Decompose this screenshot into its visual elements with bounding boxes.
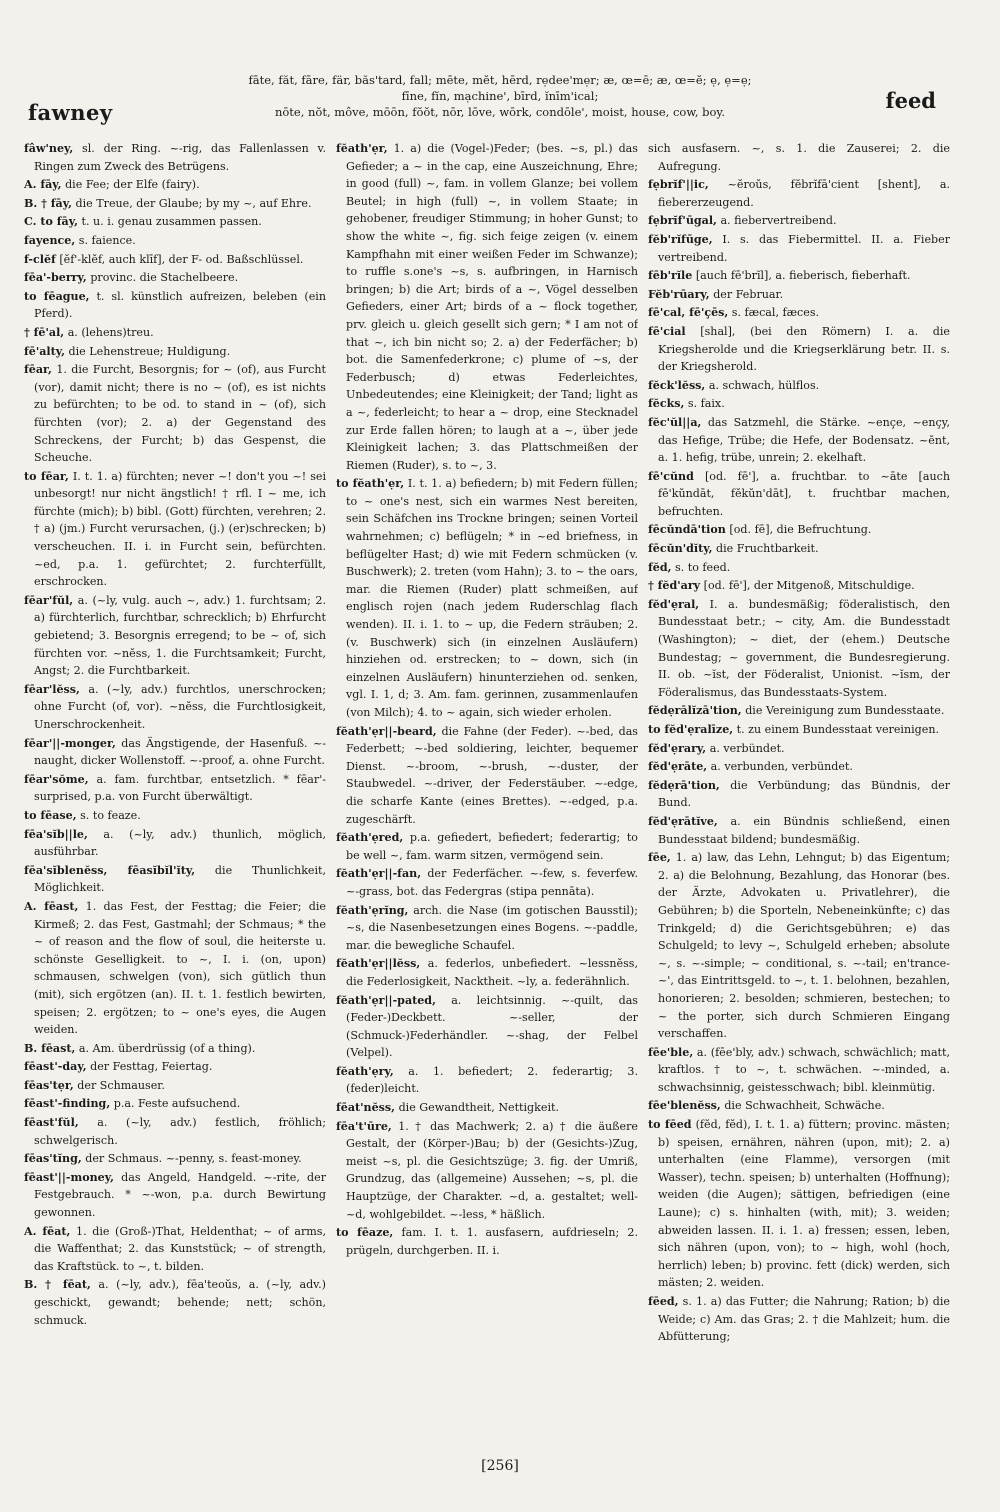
entry-headword: fĕath'ẹry, [336,1064,394,1078]
entry-definition: der Schmaus. ~-penny, s. feast-money. [85,1152,302,1166]
entry-definition: t. u. i. genau zusammen passen. [81,215,262,229]
entry-definition: t. zu einem Bundesstaat vereinigen. [736,723,939,736]
entry-headword: fēar'sŏme, [24,772,89,786]
dictionary-entry [336,1063,638,1098]
entry-definition: a. Am. überdrüssig (of a thing). [78,1041,256,1055]
dictionary-entry [336,902,638,955]
entry-headword: to fēase, [24,808,77,822]
dictionary-entry [24,681,326,734]
dictionary-entry [648,377,950,395]
dictionary-entry [648,1097,950,1115]
entry-definition: [od. fē'], der Mitgenoß, Mitschuldige. [703,579,915,593]
entry-headword: fĕd'ẹrātĭve, [648,814,718,828]
entry-headword: fĕath'ẹr, [336,142,388,155]
entry-definition: die Fee; der Elfe (fairy). [65,178,200,192]
entry-definition: das Angeld, Handgeld. ~-rite, der Festgebrauch. * ~-won, p.a. durch Bewirtung gewonnen. [34,1170,326,1220]
entry-definition: arch. die Nase (im gotischen Bausstil); ~s, die Nasenbesetzungen eines Bogens. ~-paddle, mar. die bewegliche Schaufel. [346,903,638,952]
entry-definition: s. faix. [687,397,725,411]
entry-headword: fēat'nĕss, [336,1101,396,1115]
entry-headword: C. to fāy, [24,215,78,229]
entry-headword: to fēed [648,1118,692,1132]
entry-headword: fĕath'ẹr||-beard, [336,724,437,738]
entry-definition: a. (lehens)treu. [67,325,154,339]
entry-headword: to fēar, [24,469,69,483]
entry-definition: 1. die (Groß-)That, Heldenthat; ~ of arms, die Waffenthat; 2. das Kunststück; ~ of strength, das Kraftstück. to ~, t. bilden. [34,1224,326,1273]
entry-headword: fayence, [24,233,76,247]
entry-headword: † fē'al, [24,325,65,339]
entry-definition: a. schwach, hülflos. [708,378,820,392]
dictionary-entry [648,740,950,758]
dictionary-entry [648,758,950,776]
dictionary-entry [648,777,950,812]
entry-headword: A. fēast, [24,899,79,913]
entry-headword: fĕd, [648,560,672,574]
entry-definition: a. (~ly, adv.), fēa'teoŭs, a. (~ly, adv.) geschickt, gewandt; behende; nett; schön, schmuck. [34,1278,326,1327]
dictionary-entry [24,1169,326,1222]
entry-definition: 1. a) die (Vogel-)Feder; (bes. ~s, pl.) das Gefieder; a ~ in the cap, eine Auszeichnung, Ehre; in good (full) ~, fam. in vollem Glanze; bei vollem Beutel; in high (full) ~, in vollem Staate; in gehobener, freudiger Stimmung; in hoher Gunst; to show the white ~, fig. sich feige zeigen (v. einem Kampfhahn mit einer weißen Feder im Schwanze); to ruffle s.one's ~s, s. aufbringen, in Harnisch bringen; b) die Art; birds of a ~, Vögel desselben Gefieders, einer Art; birds of a ~ flock together, prv. gleich u. gleich gesellt sich gern; * I am not of that ~, ich bin nicht so; 2. a) der Federfächer; b) bot. die Samenfederkrone; c) plume of ~s, der Federbusch; d) etwas Federleichtes, Unbedeutendes; eine Kleinigkeit; der Tand; light as a ~, federleicht; to hear a ~ drop, eine Stecknadel zur Erde fallen hören; to laugh at a ~, über jede Kleinigkeit lachen; 3. das Plattschmeißen der Riemen (Ruder), s. to ~, 3. [346,142,638,472]
entry-headword: fēe, [648,851,671,865]
entry-headword: A. fāy, [24,178,62,192]
entry-headword: to fĕd'ẹralīze, [648,723,734,736]
dictionary-entry [336,475,638,721]
dictionary-entry [336,723,638,829]
entry-definition: der Februar. [713,287,784,301]
entry-definition: I. t. 1. a) befiedern; b) mit Federn füllen; to ~ one's nest, sich ein warmes Nest bereiten, sein Schäfchen ins Trockne bringen; seinen Vorteil wahrnehmen; c) beflügeln; * in ~ed briefness, in beflügelter Hast; d) wie mit Federn schmücken (v. Buschwerk); 2. treten (vom Hahn); 3. to ~ the oars, mar. die Riemen (Ruder) platt schmeißen, auf englisch rojen (nach jedem Ruderschlag flach wenden). II. i. 1. to ~ up, die Federn sträuben; 2. (v. Buschwerk) sich (in einzelnen Ausläufern) hinziehen od. erstrecken; to ~ down, sich (in einzelnen Ausläufern) hinunterziehen od. senken, vgl. I. 1, d; 3. Am. fam. gerinnen, zusammenlaufen (von Milch); 4. to ~ again, sich wieder erholen. [346,477,638,719]
entry-definition: die Gewandtheit, Nettigkeit. [398,1101,559,1115]
entry-headword: fēa't'ūre, [336,1119,392,1133]
dictionary-entry [336,865,638,900]
entry-headword: fēar'||-monger, [24,736,116,750]
dictionary-entry [648,176,950,211]
entry-headword: fēcŭn'dĭty, [648,542,713,556]
entry-headword: fēed, [648,1295,679,1308]
dictionary-entry [336,1099,638,1117]
dictionary-entry [648,140,950,175]
dictionary-entry [336,1118,638,1224]
entry-headword: A. fēat, [24,1224,71,1238]
entry-definition: die Thunlichkeit, Möglichkeit. [34,863,326,895]
dictionary-entry [648,849,950,1043]
dictionary-entry [648,414,950,467]
entry-definition: die Lehenstreue; Huldigung. [68,344,231,358]
dictionary-entry [648,286,950,304]
dictionary-entry [648,577,950,595]
entry-headword: fēa'sĭb||le, [24,827,88,841]
dictionary-entry [24,1114,326,1149]
entry-definition: die Schwachheit, Schwäche. [724,1099,885,1113]
entry-definition: die Treue, der Glaube; by my ~, auf Ehre. [75,196,312,210]
entry-headword: B. † fēat, [24,1278,91,1292]
entry-definition: der Schmauser. [77,1078,165,1092]
entry-definition: der Federfächer. ~-few, s. feverfew. ~-grass, bot. das Federgras (stipa pennāta). [346,867,638,898]
entry-headword: fē'alty, [24,344,65,358]
dictionary-entry [648,212,950,230]
entry-definition: I. s. das Fiebermittel. II. a. Fieber vertreibend. [658,232,950,264]
entry-headword: fĕath'ẹr||-pated, [336,993,436,1007]
pronunciation-line: nōte, nŏt, môve, mōōn, fŏŏt, nōr, lōve, wōrk, condōle', moist, house, cow, boy. [274,105,726,119]
entry-definition: [auch fē'brĭl], a. fieberisch, fieberhaft. [695,269,911,283]
entry-definition: sich ausfasern. ~, s. 1. die Zauserei; 2. die Aufregung. [648,142,950,173]
dictionary-entry [24,361,326,467]
entry-headword: fēa'sĭblenĕss, fēasĭbĭl'ĭty, [24,863,196,877]
entry-headword: fẹbrĭf'||ic, [648,178,709,192]
dictionary-entry [336,992,638,1062]
entry-definition: die Verbündung; das Bündnis, der Bund. [658,778,950,810]
entry-headword: fēar'lĕss, [24,682,80,696]
dictionary-entry [24,862,326,897]
entry-definition: fam. I. t. 1. ausfasern, aufdrieseln; 2. prügeln, durchgerben. II. i. [346,1226,638,1257]
entry-headword: to fĕath'ẹr, [336,477,405,491]
entry-headword: fĕdẹrā'tion, [648,778,720,792]
dictionary-entry [648,721,950,739]
dictionary-entry [24,1223,326,1276]
entry-headword: fēast'-finding, [24,1097,111,1111]
entry-definition: 1. a) law, das Lehn, Lehngut; b) das Eigentum; 2. a) die Belohnung, Bezahlung, das Honorar (bes. der Ärzte, Advokaten u. Privatlehrer), die Gebühren; b) die Sporteln, Nebeneinkünfte; c) das Trinkgeld; d) die Gerichtsgebühren; e) das Schulgeld; to levy ~, Schulgeld erheben; absolute ~, s. ~-simple; ~ conditional, s. ~-tail; en'trance-~', das Eintrittsgeld. to ~, t. 1. belohnen, bezahlen, honorieren; 2. besolden; schmieren, bestechen; to ~ the porter, sich durch Schmieren Eingang verschaffen. [658,851,950,1041]
entry-headword: B. fēast, [24,1041,76,1055]
entry-headword: fâw'ney, [24,142,74,155]
entry-headword: fĕath'ẹr||-fan, [336,867,422,881]
entry-definition: a. (~ly, vulg. auch ~, adv.) 1. furchtsam; 2. a) fürchterlich, furchtbar, schrecklich; b) Ehrfurcht gebietend; 3. Besorgnis erregend; to be ~ of, sich fürchten vor. ~nĕss, 1. die Furchtsamkeit; Furcht, Angst; 2. die Furchtbarkeit. [34,593,326,678]
entry-headword: fēar, [24,363,52,377]
entry-headword: fēe'ble, [648,1045,694,1059]
dictionary-entry [24,807,326,825]
dictionary-entry [648,323,950,376]
entry-definition: a. fam. furchtbar, entsetzlich. * fēar'-surprised, p.a. von Furcht überwältigt. [34,772,326,804]
dictionary-entry [24,1077,326,1095]
entry-headword: B. † fāy, [24,196,72,210]
entry-headword: fēas'tĭng, [24,1152,82,1166]
entry-headword: fĕath'ẹr||lĕss, [336,957,421,971]
dictionary-entry [648,395,950,413]
entry-headword: fēa'-berry, [24,271,87,285]
entry-headword: fĕc'ŭl||a, [648,415,702,429]
entry-definition: 1. † das Machwerk; 2. a) † die äußere Gestalt, der (Körper-)Bau; b) der (Gesichts-)Zug, meist ~s, pl. die Gesichtszüge; 3. fig. der Umriß, Grundzug, das (allgemeine) Aussehen; ~s, pl. die Hauptzüge, der Charakter. ~d, a. gestaltet; well-~d, wohlgebildet. ~-less, * häßlich. [346,1119,638,1221]
dictionary-entry [24,1095,326,1113]
entry-definition: s. fæcal, fæces. [731,306,820,320]
entry-headword: fē'cal, fē'çēs, [648,306,729,320]
dictionary-entry [648,304,950,322]
columns [24,140,950,1458]
entry-headword: fĕdẹrālĭzā'tion, [648,704,742,718]
dictionary-entry [336,1224,638,1259]
entry-definition: das Satzmehl, die Stärke. ~ençe, ~ençy, das Hefige, Trübe; die Hefe, der Bodensatz. ~ĕnt, a. 1. hefig, trübe, unrein; 2. ekelhaft. [658,415,950,465]
dictionary-entry [24,1058,326,1076]
dictionary-entry [336,829,638,864]
dictionary-entry [648,813,950,848]
entry-headword: to fēague, [24,289,90,303]
entry-headword: † fĕd'ary [648,579,701,593]
entry-definition: [shal], (bei den Römern) I. a. die Kriegsherolde und die Kriegserklärung betr. II. s. der Kriegsherold. [658,324,950,374]
entry-definition: [od. fē'], a. fruchtbar. to ~āte [auch fē'kŭndāt, fĕkŭn'dāt], t. fruchtbar machen, befruchten. [658,469,950,518]
pronunciation-key [200,72,800,120]
dictionary-entry [648,1293,950,1346]
entry-headword: fēb'rĭle [648,269,693,283]
pronunciation-line: fāte, făt, fāre, fär, băs'tard, fall; mēte, mĕt, hērd, rẹdee'mẹr; æ, œ=ē; æ, œ=ĕ; ẹ, ẹ=ẹ; [248,73,752,87]
dictionary-entry [648,596,950,702]
dictionary-entry [24,898,326,1039]
dictionary-entry [24,288,326,323]
dictionary-entry [24,195,326,213]
entry-definition: der Festtag, Feiertag. [90,1060,213,1074]
guide-word-right: feed [885,88,936,113]
entry-definition: provinc. die Stachelbeere. [90,271,239,285]
dictionary-entry [336,955,638,990]
entry-headword: fĕd'ẹrāte, [648,760,708,774]
entry-definition: I. a. bundesmäßig; föderalistisch, den Bundesstaat betr.; ~ city, Am. die Bundesstadt (Washington); ~ diet, der (ehem.) Deutsche Bundestag; ~ government, die Bundesregierung. II. ob. ~ĭst, der Föderalist, Unionist. ~ĭsm, der Föderalismus, das Bundesstaats-System. [658,597,950,699]
entry-headword: fēast'fŭl, [24,1116,79,1130]
entry-headword: to fēaze, [336,1226,394,1240]
dictionary-entry [648,521,950,539]
entry-definition: 1. das Fest, der Festtag; die Feier; die Kirmeß; 2. das Fest, Gastmahl; der Schmaus; * the ~ of reason and the flow of soul, die heiterste u. schönste Geselligkeit. to ~, I. i. (on, upon) schmausen, schwelgen (von), sich gütlich thun (mit), sich ergötzen (an). II. t. 1. festlich bewirten, speisen; 2. ergötzen; to ~ one's eyes, die Augen weiden. [34,899,326,1037]
entry-headword: f-clĕf [24,252,56,266]
entry-definition: I. t. 1. a) fürchten; never ~! don't you ~! sei unbesorgt! nur nicht ängstlich! † rfl. I ~ me, ich fürchte (mich); b) bibl. (Gott) fürchten, verehren; 2. † a) (jm.) Furcht verursachen, (j.) (er)schrecken; b) verscheuchen. II. i. in Furcht sein, befürchten. ~ed, p.a. 1. gefürchtet; 2. furchterfüllt, erschrocken. [34,469,326,589]
entry-definition: s. faience. [78,233,136,247]
entry-headword: fĕd'ẹrary, [648,741,707,755]
dictionary-entry [24,771,326,806]
entry-definition: t. sl. künstlich aufreizen, beleben (ein Pferd). [34,289,326,321]
entry-definition: a. (~ly, adv.) furchtlos, unerschrocken; ohne Furcht (of, vor). ~nĕss, die Furchtlosigkeit, Unerschrockenheit. [34,682,326,731]
entry-definition: die Vereinigung zum Bundesstaate. [745,704,945,718]
entry-definition: p.a. Feste aufsuchend. [113,1097,241,1111]
entry-definition: das Ängstigende, der Hasenfuß. ~-naught, dicker Wollenstoff. ~-proof, a. ohne Furcht. [34,736,326,768]
entry-headword: fēe'blenĕss, [648,1099,721,1113]
entry-definition: ~ĕroŭs, fĕbrĭfā'cient [shent], a. fiebererzeugend. [658,178,950,209]
entry-headword: fē'cŭnd [648,469,694,483]
entry-headword: fēast'||-money, [24,1170,114,1184]
entry-definition: s. 1. a) das Futter; die Nahrung; Ration; b) die Weide; c) Am. das Gras; 2. † die Mahlzeit; hum. die Abfütterung; [658,1295,950,1344]
dictionary-entry [24,735,326,770]
entry-headword: Fĕb'rūary, [648,287,710,301]
entry-definition: (fĕd, fĕd), I. t. 1. a) füttern; provinc. mästen; b) speisen, ernähren, nähren (upon, mit); 2. a) unterhalten (eine Flamme), versorgen (mit Wasser), techn. speisen; b) unterhalten (Hoffnung); weiden (die Augen); sättigen, befriedigen (eine Laune); c) s. hinhalten (with, mit); 3. weiden; abweiden lassen. II. i. 1. a) fressen; essen, leben, sich nähren (upon, von); to ~ high, wohl (hoch, herrlich) leben; b) provinc. fett (dick) werden, sich mästen; 2. weiden. [658,1118,950,1290]
dictionary-entry [24,592,326,680]
dictionary-entry [648,231,950,266]
entry-definition: a. fiebervertreibend. [720,214,837,228]
dictionary-entry [24,232,326,250]
dictionary-entry [24,826,326,861]
entry-definition: a. (~ly, adv.) festlich, fröhlich; schwelgerisch. [34,1116,326,1147]
column-2 [336,140,638,1458]
entry-headword: fĕath'ẹrĭng, [336,903,409,917]
entry-definition: a. verbunden, verbündet. [710,760,853,774]
dictionary-entry [336,140,638,474]
dictionary-entry [24,1150,326,1168]
dictionary-entry [24,251,326,269]
dictionary-entry [24,1040,326,1058]
entry-headword: fēcŭndā'tion [648,523,726,537]
entry-definition: p.a. gefiedert, befiedert; federartig; to be well ~, fam. warm sitzen, vermögend sein. [346,831,638,862]
entry-definition: 1. die Furcht, Besorgnis; for ~ (of), aus Furcht (vor), damit nicht; there is no ~ (of), es ist nichts zu befürchten; to be od. to stand in ~ (of), sich fürchten (vor); 2. a) der Gegenstand des Schreckens, der Furcht; b) das Gespenst, die Scheuche. [34,363,326,465]
entry-headword: fĕb'rĭfūge, [648,232,713,246]
pronunciation-line: fīne, fĭn, mạchine', bīrd, ĭnīm'ical; [401,89,599,103]
entry-headword: fĕck'lĕss, [648,378,706,392]
entry-definition: die Fahne (der Feder). ~-bed, das Federbett; ~-bed soldiering, leichter, bequemer Dienst. ~-broom, ~-brush, ~-duster, der Staubwedel. ~-driver, der Federstäuber. ~-edge, die scharfe Kante (eines Brettes). ~-edged, p.a. zugeschärft. [346,724,638,826]
dictionary-entry [648,702,950,720]
entry-headword: fēas'tẹr, [24,1078,74,1092]
dictionary-entry [648,1044,950,1097]
entry-definition: a. federlos, unbefiedert. ~lessnĕss, die Federlosigkeit, Nacktheit. ~ly, a. federähnlich. [346,957,638,988]
dictionary-entry [24,468,326,591]
entry-definition: s. to feed. [674,560,731,574]
entry-definition: a. ein Bündnis schließend, einen Bundesstaat bildend; bundesmäßig. [658,814,950,846]
dictionary-entry [24,324,326,342]
entry-definition: die Fruchtbarkeit. [716,542,819,556]
entry-definition: a. (~ly, adv.) thunlich, möglich, ausführbar. [34,827,326,859]
dictionary-entry [648,468,950,521]
dictionary-entry [648,540,950,558]
entry-definition: a. (fēe'bly, adv.) schwach, schwächlich; matt, kraftlos. † to ~, t. schwächen. ~-minded, a. schwachsinnig, geistesschwach; bibl. kleinmütig. [658,1045,950,1094]
dictionary-entry [24,1276,326,1329]
entry-definition: s. to feaze. [80,808,141,822]
column-3 [648,140,950,1458]
entry-headword: fēast'-day, [24,1060,87,1074]
entry-headword: fẹbrĭf'ūgal, [648,214,717,228]
entry-definition: a. 1. befiedert; 2. federartig; 3. (feder)leicht. [346,1064,638,1096]
dictionary-entry [24,269,326,287]
entry-definition: a. leichtsinnig. ~-quilt, das (Feder-)Deckbett. ~-seller, der (Schmuck-)Federhändler. ~-shag, der Felbel (Velpel). [346,993,638,1060]
entry-headword: fēar'fŭl, [24,593,74,607]
dictionary-entry [648,1116,950,1292]
guide-word-left: fawney [28,100,113,125]
entry-headword: fĕcks, [648,397,685,411]
entry-definition: [od. fē], die Befruchtung. [729,523,872,537]
entry-headword: fĕd'ẹral, [648,597,700,611]
dictionary-entry [24,213,326,231]
dictionary-entry [24,176,326,194]
entry-definition: a. verbündet. [709,741,785,755]
entry-headword: fĕath'ẹred, [336,831,404,845]
dictionary-entry [648,559,950,577]
entry-definition: sl. der Ring. ~-rig, das Fallenlassen v. Ringen zum Zweck des Betrügens. [34,142,326,173]
dictionary-entry [648,267,950,285]
dictionary-entry [24,140,326,175]
entry-definition: [ĕf'-klĕf, auch klīf], der F- od. Baßschlüssel. [59,252,304,266]
column-1 [24,140,326,1458]
page-number: [256] [481,1458,519,1474]
entry-headword: fē'cial [648,324,686,338]
dictionary-entry [24,343,326,361]
